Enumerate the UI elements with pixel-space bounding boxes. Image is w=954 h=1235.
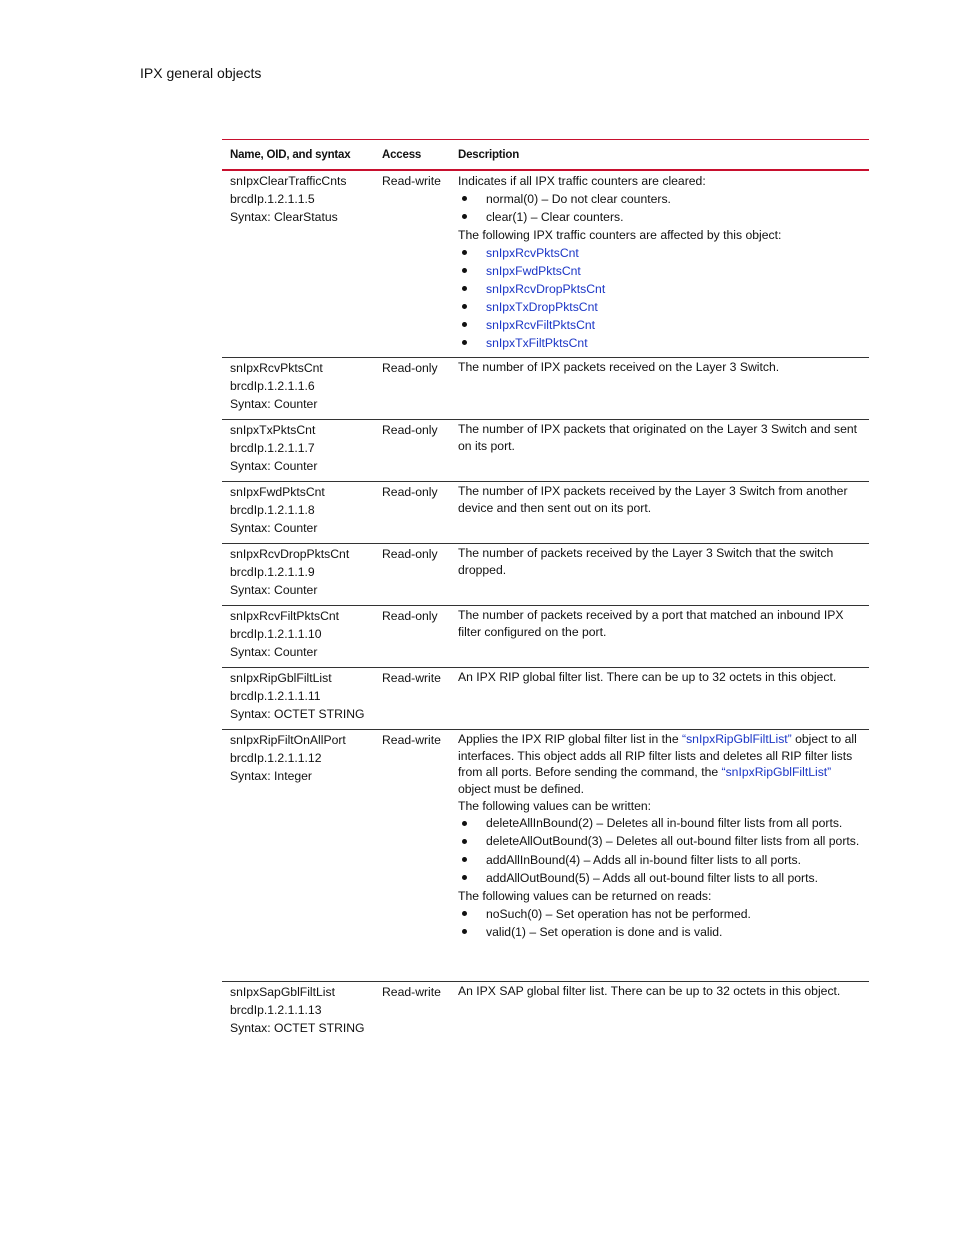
object-name: snIpxRcvPktsCnt — [230, 361, 323, 375]
object-syntax: Syntax: Counter — [230, 397, 318, 411]
description-cell — [458, 358, 869, 419]
access-cell: Read-write — [382, 671, 441, 685]
table-row — [222, 171, 869, 358]
name-cell — [222, 420, 382, 481]
table-row — [222, 544, 869, 606]
object-syntax: Syntax: Integer — [230, 769, 312, 783]
bullet-list — [458, 815, 863, 887]
name-cell — [222, 358, 382, 419]
object-name: snIpxRipGblFiltList — [230, 671, 332, 685]
name-cell — [222, 730, 382, 981]
description-cell — [458, 171, 869, 357]
description-text: The number of IPX packets received by the Layer 3 Switch from another device and then sent out on its port. — [458, 484, 848, 515]
object-name: snIpxRcvFiltPktsCnt — [230, 609, 340, 623]
description-text: An IPX RIP global filter list. There can be up to 32 octets in this object. — [458, 670, 837, 684]
table-header-row — [222, 140, 869, 171]
description-text: object must be defined. — [458, 781, 585, 796]
list-item: valid(1) – Set operation is done and is valid. — [458, 923, 863, 941]
object-syntax: Syntax: OCTET STRING — [230, 1021, 365, 1035]
object-oid: brcdIp.1.2.1.1.9 — [230, 565, 315, 579]
description-text: The number of IPX packets received on the Layer 3 Switch. — [458, 360, 780, 374]
object-syntax: Syntax: Counter — [230, 645, 318, 659]
name-cell — [222, 982, 382, 1043]
link-list — [458, 244, 863, 352]
object-oid: brcdIp.1.2.1.1.11 — [230, 689, 321, 703]
description-text: Applies the IPX RIP global filter list in the — [458, 732, 683, 746]
table-row — [222, 358, 869, 420]
object-oid: brcdIp.1.2.1.1.8 — [230, 503, 315, 517]
object-name: snIpxFwdPktsCnt — [230, 485, 325, 499]
access-cell: Read-only — [382, 361, 438, 375]
mib-object-table — [222, 139, 869, 1043]
table-row — [222, 482, 869, 544]
description-text: An IPX SAP global filter list. There can be up to 32 octets in this object. — [458, 984, 841, 998]
table-row — [222, 606, 869, 668]
page-header: IPX general objects — [140, 65, 262, 81]
name-cell — [222, 171, 382, 357]
list-item: addAllOutBound(5) – Adds all out-bound filter lists to all ports. — [458, 869, 863, 887]
list-item: addAllInBound(4) – Adds all in-bound filter lists to all ports. — [458, 851, 863, 869]
object-syntax: Syntax: Counter — [230, 521, 318, 535]
description-cell — [458, 544, 869, 605]
header-name: Name, OID, and syntax — [230, 148, 351, 161]
object-name: snIpxClearTrafficCnts — [230, 174, 347, 188]
list-item: deleteAllInBound(2) – Deletes all in-bound filter lists from all ports. — [458, 815, 863, 832]
object-syntax: Syntax: OCTET STRING — [230, 707, 365, 721]
table-row — [222, 982, 869, 1043]
object-link[interactable]: “snIpxRipGblFiltList” — [682, 732, 792, 746]
name-cell — [222, 668, 382, 729]
description-paragraph — [458, 731, 863, 797]
object-syntax: Syntax: Counter — [230, 459, 318, 473]
table-row — [222, 420, 869, 482]
description-cell — [458, 482, 869, 543]
object-link[interactable]: snIpxTxFiltPktsCnt — [458, 334, 863, 352]
name-cell — [222, 606, 382, 667]
object-syntax: Syntax: ClearStatus — [230, 210, 338, 224]
object-oid: brcdIp.1.2.1.1.12 — [230, 751, 322, 765]
object-name: snIpxRcvDropPktsCnt — [230, 547, 350, 561]
bullet-list — [458, 905, 863, 941]
bullet-list — [458, 190, 863, 226]
object-name: snIpxTxPktsCnt — [230, 423, 316, 437]
description-text: object to all interfaces. This object adds all RIP filter lists and deletes all RIP filter lists from all ports. Before sending the command, the — [458, 732, 857, 779]
description-text: Indicates if all IPX traffic counters are cleared: — [458, 174, 706, 188]
object-name: snIpxRipFiltOnAllPort — [230, 733, 346, 747]
object-oid: brcdIp.1.2.1.1.5 — [230, 192, 315, 206]
access-cell: Read-only — [382, 485, 438, 499]
object-link[interactable]: snIpxFwdPktsCnt — [458, 262, 863, 280]
object-link[interactable]: snIpxRcvDropPktsCnt — [458, 280, 863, 298]
access-cell: Read-only — [382, 423, 438, 437]
object-name: snIpxSapGblFiltList — [230, 985, 335, 999]
object-link[interactable]: “snIpxRipGblFiltList” — [721, 765, 832, 779]
name-cell — [222, 482, 382, 543]
access-cell: Read-only — [382, 547, 438, 561]
access-cell: Read-write — [382, 985, 441, 999]
access-cell: Read-write — [382, 733, 441, 747]
description-text: The following values can be returned on reads: — [458, 889, 712, 903]
object-link[interactable]: snIpxRcvPktsCnt — [458, 244, 863, 262]
list-item: clear(1) – Clear counters. — [458, 208, 863, 226]
description-text: The number of packets received by the Layer 3 Switch that the switch dropped. — [458, 546, 834, 577]
object-oid: brcdIp.1.2.1.1.13 — [230, 1003, 322, 1017]
name-cell — [222, 544, 382, 605]
object-oid: brcdIp.1.2.1.1.10 — [230, 627, 322, 641]
description-cell — [458, 420, 869, 481]
description-text: The following values can be written: — [458, 799, 652, 813]
object-oid: brcdIp.1.2.1.1.6 — [230, 379, 315, 393]
list-item: deleteAllOutBound(3) – Deletes all out-bound filter lists from all ports. — [458, 833, 863, 850]
description-text: The following IPX traffic counters are affected by this object: — [458, 228, 782, 242]
list-item: normal(0) – Do not clear counters. — [458, 190, 863, 208]
object-link[interactable]: snIpxRcvFiltPktsCnt — [458, 316, 863, 334]
description-text: The number of packets received by a port that matched an inbound IPX filter configured on the port. — [458, 608, 844, 639]
list-item: noSuch(0) – Set operation has not be performed. — [458, 905, 863, 923]
description-text: The number of IPX packets that originated on the Layer 3 Switch and sent on its port. — [458, 422, 858, 453]
description-cell — [458, 982, 869, 1043]
access-cell: Read-write — [382, 174, 441, 188]
table-row — [222, 730, 869, 982]
object-oid: brcdIp.1.2.1.1.7 — [230, 441, 315, 455]
table-row — [222, 668, 869, 730]
description-cell — [458, 668, 869, 729]
access-cell: Read-only — [382, 609, 438, 623]
object-syntax: Syntax: Counter — [230, 583, 318, 597]
header-description: Description — [458, 148, 520, 161]
description-cell — [458, 730, 869, 981]
object-link[interactable]: snIpxTxDropPktsCnt — [458, 298, 863, 316]
header-access: Access — [382, 148, 422, 161]
description-cell — [458, 606, 869, 667]
